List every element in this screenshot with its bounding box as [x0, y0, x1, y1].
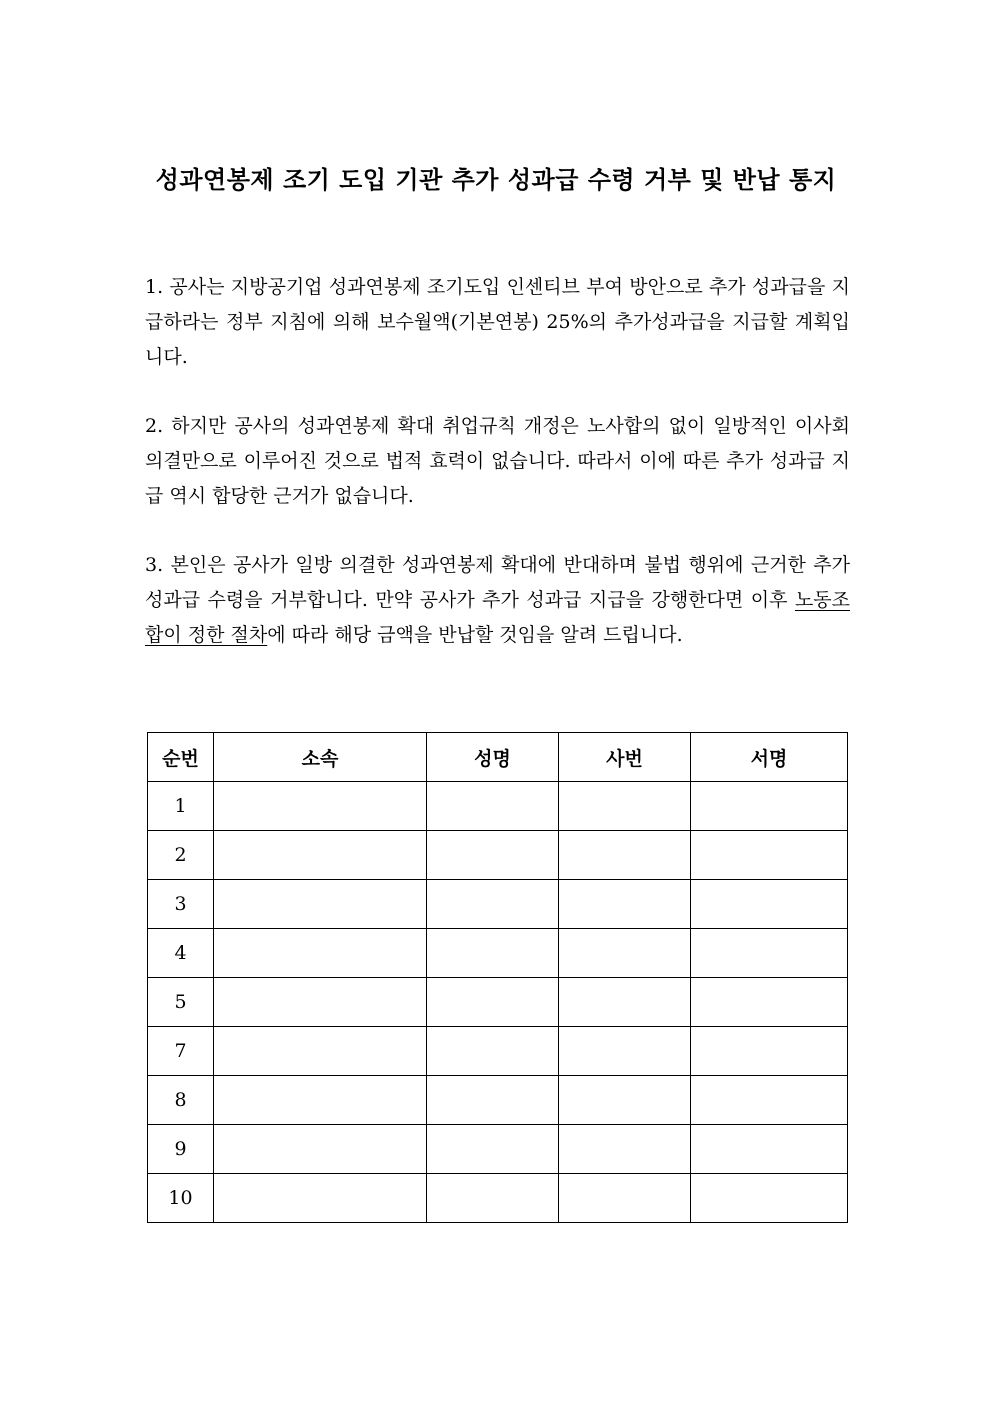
paragraph-3	[145, 548, 850, 653]
employee-id-cell[interactable]	[559, 978, 691, 1027]
table-body	[148, 782, 848, 1223]
signature-cell[interactable]	[691, 978, 848, 1027]
signature-cell[interactable]	[691, 782, 848, 831]
row-number: 10	[148, 1174, 214, 1223]
table-row	[148, 1076, 848, 1125]
table-row	[148, 880, 848, 929]
header-signature: 서명	[691, 733, 848, 782]
paragraph-3-underlined-phrase: 노동조합이 정한 절차	[145, 589, 850, 646]
affiliation-cell[interactable]	[214, 1076, 427, 1125]
employee-id-cell[interactable]	[559, 831, 691, 880]
row-number: 2	[148, 831, 214, 880]
affiliation-cell[interactable]	[214, 1174, 427, 1223]
affiliation-cell[interactable]	[214, 929, 427, 978]
table-row	[148, 1125, 848, 1174]
name-cell[interactable]	[427, 1125, 559, 1174]
affiliation-cell[interactable]	[214, 880, 427, 929]
employee-id-cell[interactable]	[559, 929, 691, 978]
name-cell[interactable]	[427, 782, 559, 831]
signature-cell[interactable]	[691, 1027, 848, 1076]
signature-table	[147, 732, 848, 1223]
row-number: 3	[148, 880, 214, 929]
table-row	[148, 831, 848, 880]
table-row	[148, 929, 848, 978]
row-number: 9	[148, 1125, 214, 1174]
header-employee-id: 사번	[559, 733, 691, 782]
affiliation-cell[interactable]	[214, 1125, 427, 1174]
table-row	[148, 1027, 848, 1076]
employee-id-cell[interactable]	[559, 880, 691, 929]
signature-cell[interactable]	[691, 880, 848, 929]
paragraph-3-text-after: 에 따라 해당 금액을 반납할 것임을 알려 드립니다.	[267, 624, 683, 646]
affiliation-cell[interactable]	[214, 978, 427, 1027]
employee-id-cell[interactable]	[559, 782, 691, 831]
signature-cell[interactable]	[691, 1076, 848, 1125]
row-number: 8	[148, 1076, 214, 1125]
name-cell[interactable]	[427, 1076, 559, 1125]
signature-cell[interactable]	[691, 929, 848, 978]
paragraph-1: 1. 공사는 지방공기업 성과연봉제 조기도입 인센티브 부여 방안으로 추가 성과급을 지급하라는 정부 지침에 의해 보수월액(기본연봉) 25%의 추가성과급을 지급할 계획입니다.	[145, 276, 850, 368]
table-row	[148, 782, 848, 831]
paragraph-3-text-before: 3. 본인은 공사가 일방 의결한 성과연봉제 확대에 반대하며 불법 행위에 근거한 추가 성과급 수령을 거부합니다. 만약 공사가 추가 성과급 지급을 강행한다면 이후	[145, 554, 850, 611]
header-name: 성명	[427, 733, 559, 782]
signature-cell[interactable]	[691, 831, 848, 880]
employee-id-cell[interactable]	[559, 1174, 691, 1223]
table-row	[148, 978, 848, 1027]
document-title: 성과연봉제 조기 도입 기관 추가 성과급 수령 거부 및 반납 통지	[155, 166, 837, 194]
header-affiliation: 소속	[214, 733, 427, 782]
employee-id-cell[interactable]	[559, 1076, 691, 1125]
header-no: 순번	[148, 733, 214, 782]
affiliation-cell[interactable]	[214, 782, 427, 831]
employee-id-cell[interactable]	[559, 1125, 691, 1174]
signature-cell[interactable]	[691, 1125, 848, 1174]
row-number: 4	[148, 929, 214, 978]
name-cell[interactable]	[427, 1027, 559, 1076]
table-row	[148, 1174, 848, 1223]
name-cell[interactable]	[427, 831, 559, 880]
name-cell[interactable]	[427, 1174, 559, 1223]
affiliation-cell[interactable]	[214, 831, 427, 880]
row-number: 1	[148, 782, 214, 831]
employee-id-cell[interactable]	[559, 1027, 691, 1076]
name-cell[interactable]	[427, 880, 559, 929]
table-header-row	[148, 733, 848, 782]
name-cell[interactable]	[427, 978, 559, 1027]
row-number: 5	[148, 978, 214, 1027]
paragraph-2: 2. 하지만 공사의 성과연봉제 확대 취업규칙 개정은 노사합의 없이 일방적인 이사회 의결만으로 이루어진 것으로 법적 효력이 없습니다. 따라서 이에 따른 추가 성과급 지급 역시 합당한 근거가 없습니다.	[145, 415, 850, 507]
name-cell[interactable]	[427, 929, 559, 978]
signature-cell[interactable]	[691, 1174, 848, 1223]
affiliation-cell[interactable]	[214, 1027, 427, 1076]
row-number: 7	[148, 1027, 214, 1076]
